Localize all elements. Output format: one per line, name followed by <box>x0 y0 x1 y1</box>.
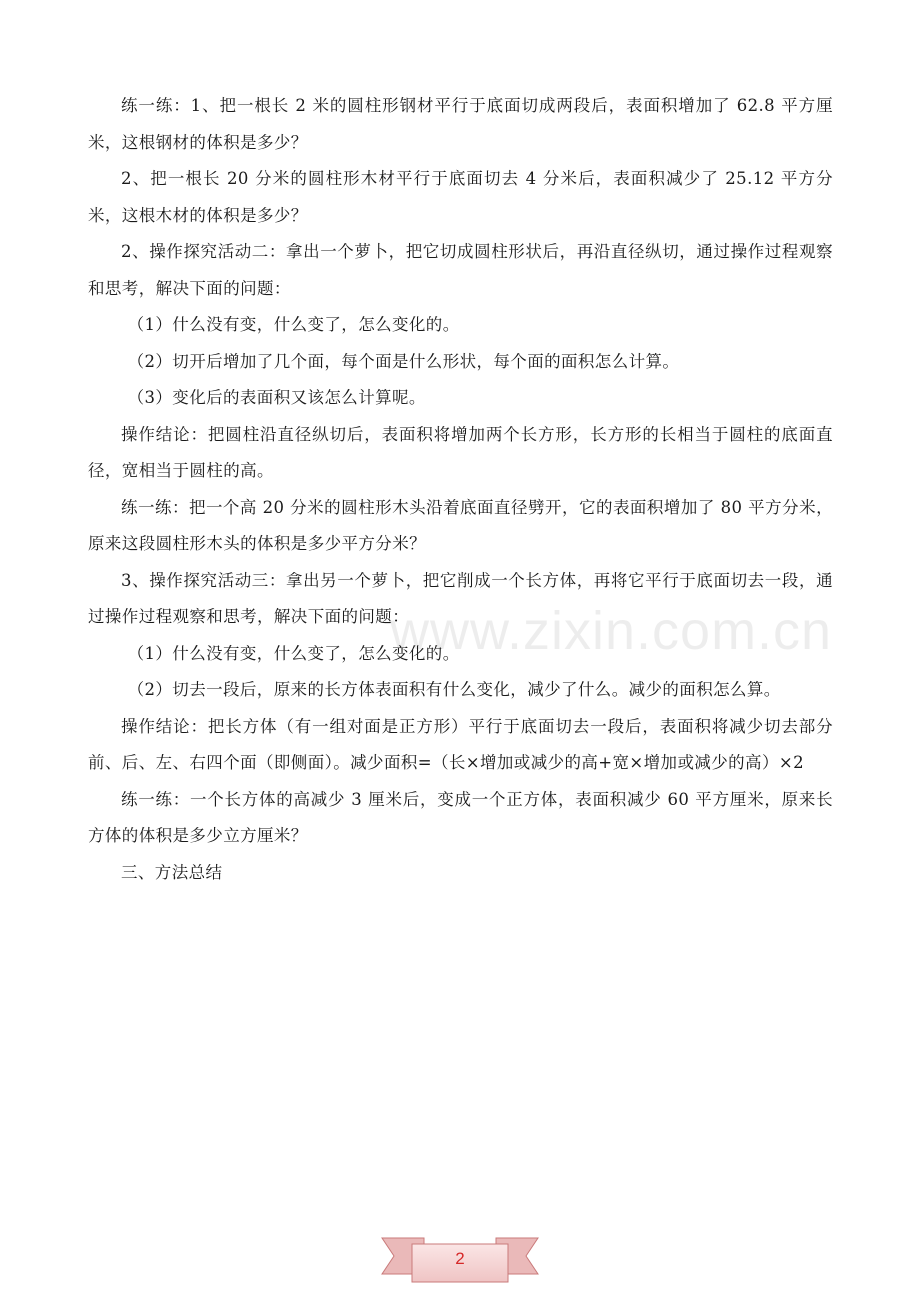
section-heading-summary: 三、方法总结 <box>121 862 223 882</box>
watermark: www.zixin.com.cn <box>390 601 833 661</box>
activity-2-question-2: （2）切开后增加了几个面，每个面是什么形状，每个面的面积怎么计算。 <box>127 351 680 371</box>
exercise-4: 练一练：一个长方体的高减少 3 厘米后，变成一个正方体，表面积减少 60 平方厘米，原来长方体的体积是多少立方厘米？ <box>88 789 833 845</box>
activity-3-question-2: （2）切去一段后，原来的长方体表面积有什么变化，减少了什么。减少的面积怎么算。 <box>127 680 781 699</box>
activity-3-question-1: （1）什么没有变，什么变了，怎么变化的。 <box>127 643 460 663</box>
page-number-badge <box>380 1232 540 1288</box>
activity-2-conclusion: 操作结论：把圆柱沿直径纵切后，表面积将增加两个长方形，长方形的长相当于圆柱的底面直径，宽相当于圆柱的高。 <box>88 424 833 480</box>
document-body <box>88 88 833 891</box>
page-number: 2 <box>455 1249 465 1268</box>
activity-2-intro: 2、操作探究活动二：拿出一个萝卜，把它切成圆柱形状后，再沿直径纵切，通过操作过程观察和思考，解决下面的问题： <box>88 242 833 298</box>
exercise-2: 2、把一根长 20 分米的圆柱形木材平行于底面切去 4 分米后，表面积减少了 25.12 平方分米，这根木材的体积是多少？ <box>88 169 833 225</box>
activity-2-question-3: （3）变化后的表面积又该怎么计算呢。 <box>127 388 426 407</box>
activity-3-intro: 3、操作探究活动三：拿出另一个萝卜，把它削成一个长方体，再将它平行于底面切去一段，通过操作过程观察和思考，解决下面的问题： <box>88 570 833 626</box>
exercise-1: 练一练：1、把一根长 2 米的圆柱形钢材平行于底面切成两段后，表面积增加了 62.8 平方厘米，这根钢材的体积是多少？ <box>88 96 833 152</box>
exercise-3: 练一练：把一个高 20 分米的圆柱形木头沿着底面直径劈开，它的表面积增加了 80 平方分米，原来这段圆柱形木头的体积是多少平方分米？ <box>88 497 833 553</box>
activity-3-conclusion: 操作结论：把长方体（有一组对面是正方形）平行于底面切去一段后，表面积将减少切去部分前、后、左、右四个面（即侧面）。减少面积=（长×增加或减少的高+宽×增加或减少的高）×2 <box>88 716 833 772</box>
activity-2-question-1: （1）什么没有变，什么变了，怎么变化的。 <box>127 315 460 334</box>
